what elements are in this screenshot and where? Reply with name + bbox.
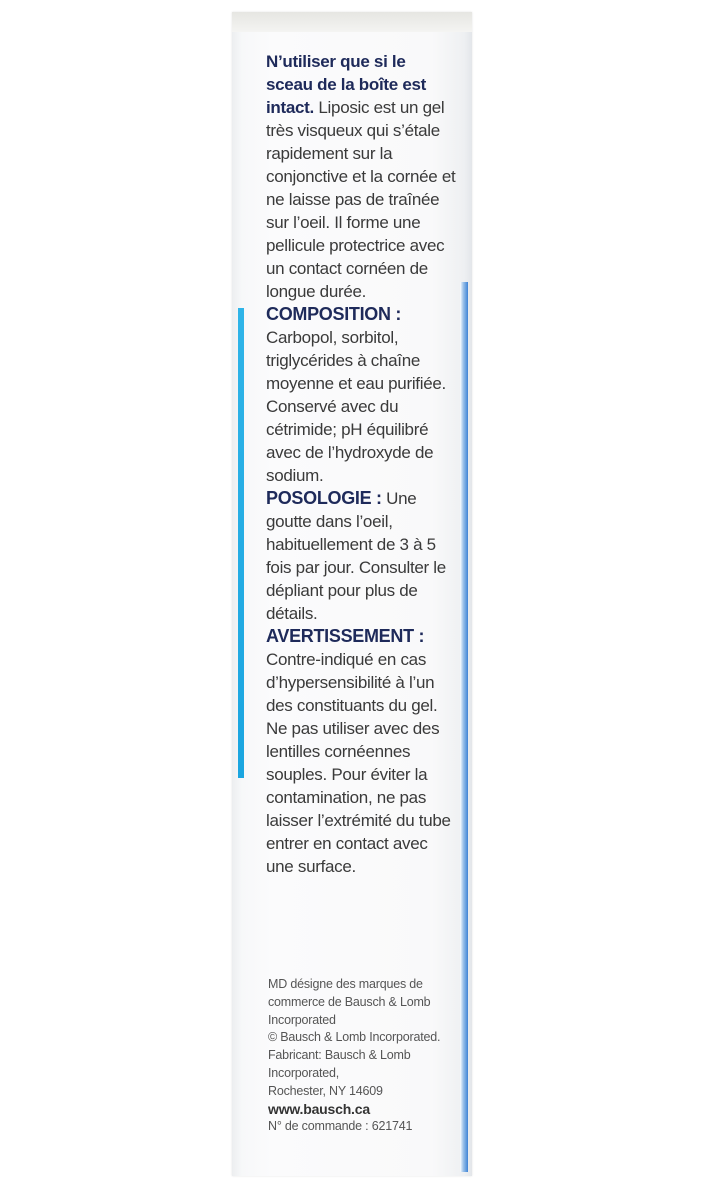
package-top-fold — [232, 12, 472, 32]
order-number-line — [268, 1118, 458, 1136]
seal-warning: N’utiliser que si le sceau de la boîte est intact. — [266, 52, 426, 117]
package-text — [266, 50, 456, 878]
right-blue-edge — [460, 282, 468, 1172]
intro-body: Liposic est un gel très visqueux qui s’étale rapidement sur la conjonctive et la cornée et ne laisse pas de traînée sur l’oeil. Il forme une pellicule protectrice avec un contact cornéen de longue durée. — [266, 98, 456, 301]
posologie-paragraph — [266, 487, 456, 625]
order-number: 621741 — [371, 1119, 413, 1134]
composition-heading: COMPOSITION : — [266, 304, 402, 324]
manufacturer-line: Fabricant: Bausch & Lomb Incorporated, — [268, 1048, 411, 1080]
copyright-notice: © Bausch & Lomb Incorporated. — [268, 1030, 441, 1045]
intro-paragraph — [266, 50, 456, 303]
address-line: Rochester, NY 14609 — [268, 1083, 383, 1098]
avertissement-body: Contre-indiqué en cas d’hypersensibilité à l’un des constituants du gel. Ne pas utiliser avec des lentilles cornéennes souples. Pour éviter la contamination, ne pas laisser l’extrémité du tube entrer en contact avec une surface. — [266, 650, 451, 876]
left-blue-stripe — [238, 308, 244, 778]
composition-paragraph — [266, 303, 456, 487]
order-label: N° de commande : — [268, 1119, 369, 1134]
posologie-body: Une goutte dans l’oeil, habituellement de 3 à 5 fois par jour. Consulter le dépliant pour plus de détails. — [266, 489, 446, 623]
legal-footer — [268, 976, 458, 1136]
trademark-notice: MD désigne des marques de commerce de Bausch & Lomb Incorporated — [268, 977, 431, 1027]
avertissement-paragraph — [266, 625, 456, 878]
avertissement-heading: AVERTISSEMENT : — [266, 626, 425, 646]
website-link[interactable]: www.bausch.ca — [268, 1100, 370, 1117]
composition-body: Carbopol, sorbitol, triglycérides à chaîne moyenne et eau purifiée. Conservé avec du cétrimide; pH équilibré avec de l’hydroxyde de sodium. — [266, 328, 446, 485]
posologie-heading: POSOLOGIE : — [266, 488, 382, 508]
